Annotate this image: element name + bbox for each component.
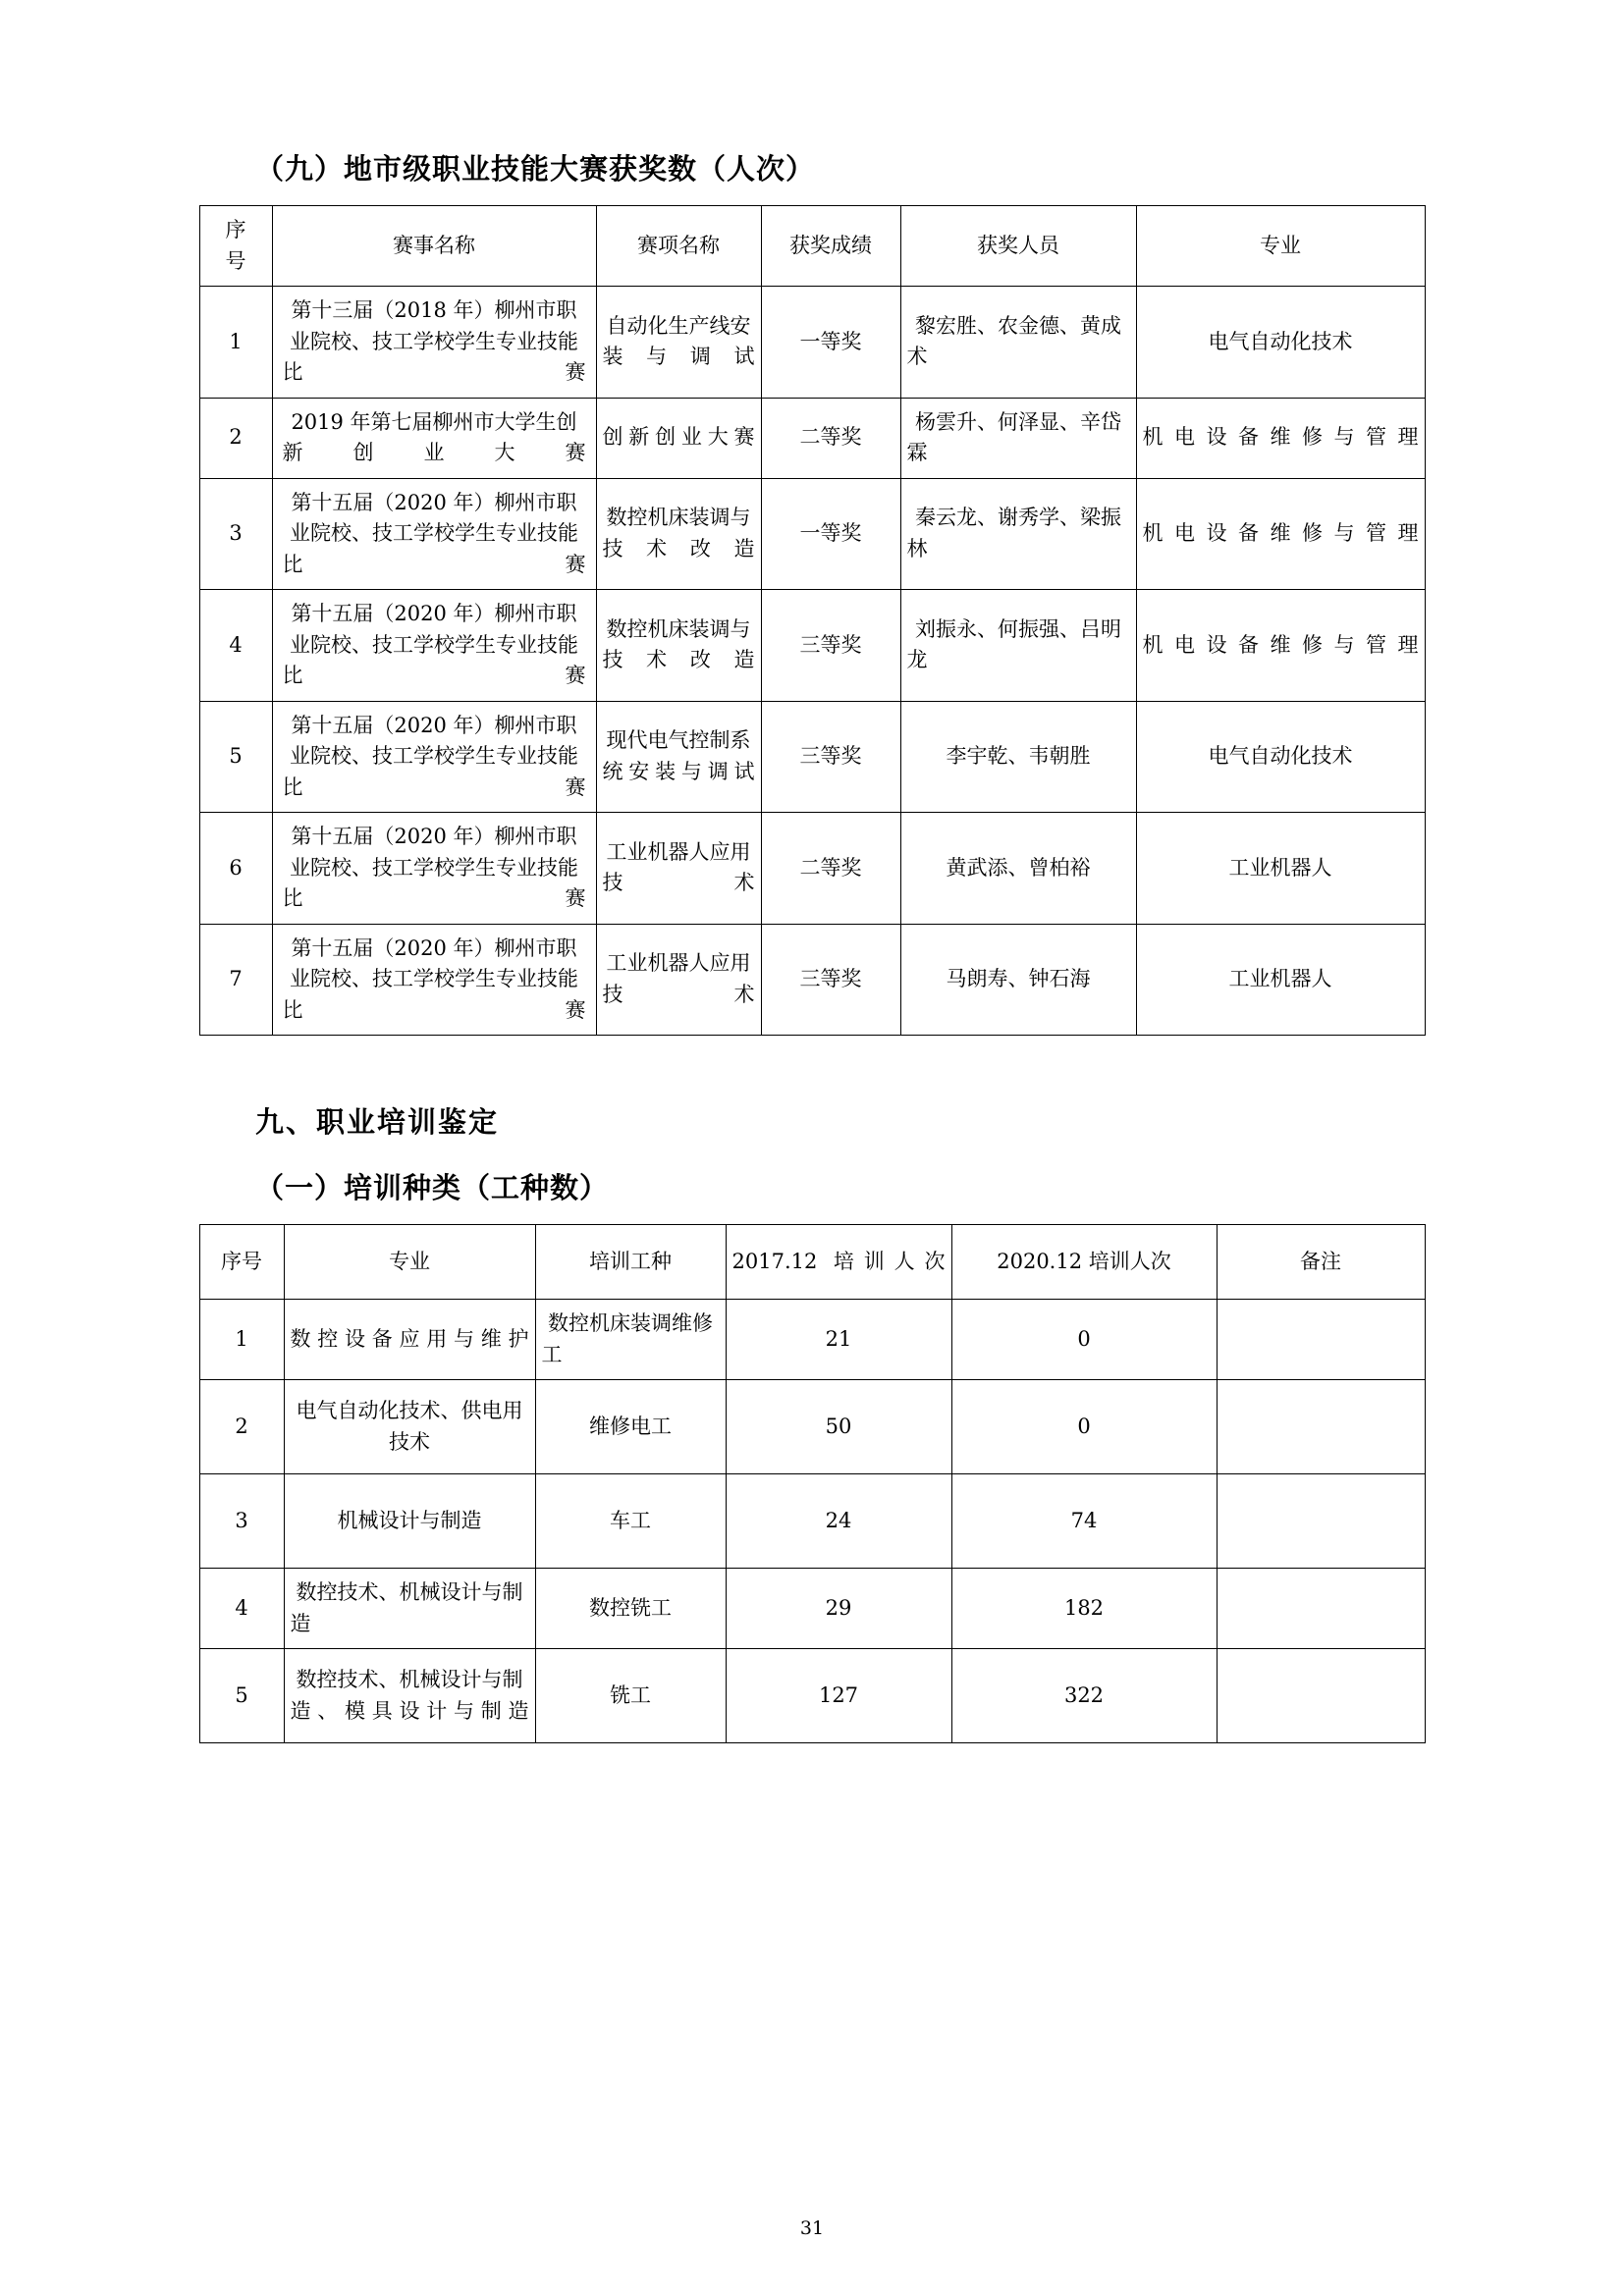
training-section-heading: 九、职业培训鉴定 (255, 1105, 500, 1139)
cell-no: 3 (199, 478, 272, 590)
cell-event: 第十五届（2020 年）柳州市职业院校、技工学校学生专业技能比赛 (272, 813, 596, 925)
cell-major: 机电设备维修与管理 (1136, 478, 1425, 590)
cell-no: 1 (199, 287, 272, 399)
cell-count-2020: 74 (951, 1474, 1217, 1569)
table-row (199, 478, 1425, 590)
cell-no: 5 (199, 701, 272, 813)
cell-remark (1217, 1474, 1425, 1569)
column-header-remark: 备注 (1217, 1225, 1425, 1300)
table-row (199, 1649, 1425, 1743)
table-row (199, 1380, 1425, 1474)
cell-trade: 车工 (535, 1474, 726, 1569)
table-row (199, 924, 1425, 1036)
cell-trade: 数控机床装调维修工 (535, 1300, 726, 1380)
table-row (199, 813, 1425, 925)
cell-count-2017: 50 (726, 1380, 951, 1474)
awards-table (199, 205, 1426, 1036)
column-header-major: 专业 (1136, 206, 1425, 287)
cell-trade: 维修电工 (535, 1380, 726, 1474)
cell-item: 自动化生产线安装与调试 (596, 287, 761, 399)
cell-result: 三等奖 (761, 701, 900, 813)
cell-result: 一等奖 (761, 287, 900, 399)
cell-count-2020: 0 (951, 1300, 1217, 1380)
cell-count-2017: 29 (726, 1569, 951, 1649)
cell-no: 2 (199, 398, 272, 478)
cell-item: 数控机床装调与技术改造 (596, 590, 761, 702)
column-header-trade: 培训工种 (535, 1225, 726, 1300)
table-row (199, 1300, 1425, 1380)
cell-major: 工业机器人 (1136, 813, 1425, 925)
column-header-count-2017: 2017.12 培训人次 (726, 1225, 951, 1300)
cell-people: 刘振永、何振强、吕明龙 (900, 590, 1136, 702)
cell-remark (1217, 1569, 1425, 1649)
cell-item: 数控机床装调与技术改造 (596, 478, 761, 590)
cell-no: 6 (199, 813, 272, 925)
cell-no: 7 (199, 924, 272, 1036)
cell-event: 第十五届（2020 年）柳州市职业院校、技工学校学生专业技能比赛 (272, 701, 596, 813)
cell-major: 机电设备维修与管理 (1136, 398, 1425, 478)
cell-event: 第十五届（2020 年）柳州市职业院校、技工学校学生专业技能比赛 (272, 924, 596, 1036)
cell-no: 4 (199, 1569, 284, 1649)
cell-item: 工业机器人应用技术 (596, 813, 761, 925)
cell-no: 4 (199, 590, 272, 702)
cell-major: 电气自动化技术 (1136, 287, 1425, 399)
column-header-count-2020: 2020.12 培训人次 (951, 1225, 1217, 1300)
page-number: 31 (799, 2217, 825, 2239)
cell-major: 数控技术、机械设计与制造 (284, 1569, 535, 1649)
cell-people: 秦云龙、谢秀学、梁振林 (900, 478, 1136, 590)
table-row (199, 398, 1425, 478)
cell-item: 现代电气控制系统安装与调试 (596, 701, 761, 813)
cell-people: 李宇乾、韦朝胜 (900, 701, 1136, 813)
cell-major: 电气自动化技术、供电用技术 (284, 1380, 535, 1474)
cell-trade: 铣工 (535, 1649, 726, 1743)
column-header-major: 专业 (284, 1225, 535, 1300)
cell-remark (1217, 1300, 1425, 1380)
cell-people: 马朗寿、钟石海 (900, 924, 1136, 1036)
table-header-row (199, 1225, 1425, 1300)
cell-result: 二等奖 (761, 813, 900, 925)
column-header-no: 序 号 (199, 206, 272, 287)
cell-trade: 数控铣工 (535, 1569, 726, 1649)
cell-event: 第十五届（2020 年）柳州市职业院校、技工学校学生专业技能比赛 (272, 590, 596, 702)
cell-major: 电气自动化技术 (1136, 701, 1425, 813)
column-header-item: 赛项名称 (596, 206, 761, 287)
table-row (199, 590, 1425, 702)
training-subsection-heading: （一）培训种类（工种数） (255, 1171, 610, 1204)
cell-count-2017: 127 (726, 1649, 951, 1743)
cell-event: 第十五届（2020 年）柳州市职业院校、技工学校学生专业技能比赛 (272, 478, 596, 590)
cell-result: 一等奖 (761, 478, 900, 590)
cell-count-2017: 21 (726, 1300, 951, 1380)
training-table (199, 1224, 1426, 1743)
cell-major: 数控技术、机械设计与制造、模具设计与制造 (284, 1649, 535, 1743)
cell-major: 机电设备维修与管理 (1136, 590, 1425, 702)
column-header-event: 赛事名称 (272, 206, 596, 287)
table-header-row (199, 206, 1425, 287)
cell-item: 工业机器人应用技术 (596, 924, 761, 1036)
cell-people: 黄武添、曾柏裕 (900, 813, 1136, 925)
cell-major: 数控设备应用与维护 (284, 1300, 535, 1380)
cell-event: 第十三届（2018 年）柳州市职业院校、技工学校学生专业技能比赛 (272, 287, 596, 399)
awards-section-heading: （九）地市级职业技能大赛获奖数（人次） (255, 152, 816, 186)
cell-count-2017: 24 (726, 1474, 951, 1569)
column-header-result: 获奖成绩 (761, 206, 900, 287)
cell-no: 5 (199, 1649, 284, 1743)
column-header-people: 获奖人员 (900, 206, 1136, 287)
cell-remark (1217, 1649, 1425, 1743)
cell-count-2020: 322 (951, 1649, 1217, 1743)
table-row (199, 1474, 1425, 1569)
cell-no: 1 (199, 1300, 284, 1380)
table-row (199, 1569, 1425, 1649)
cell-people: 黎宏胜、农金德、黄成术 (900, 287, 1136, 399)
cell-result: 三等奖 (761, 924, 900, 1036)
section-spacer (196, 1036, 1428, 1100)
table-row (199, 701, 1425, 813)
cell-major: 机械设计与制造 (284, 1474, 535, 1569)
cell-major: 工业机器人 (1136, 924, 1425, 1036)
column-header-no: 序号 (199, 1225, 284, 1300)
cell-no: 3 (199, 1474, 284, 1569)
cell-no: 2 (199, 1380, 284, 1474)
cell-remark (1217, 1380, 1425, 1474)
cell-result: 二等奖 (761, 398, 900, 478)
cell-people: 杨雲升、何泽显、辛岱霖 (900, 398, 1136, 478)
cell-item: 创新创业大赛 (596, 398, 761, 478)
cell-event: 2019 年第七届柳州市大学生创新创业大赛 (272, 398, 596, 478)
cell-result: 三等奖 (761, 590, 900, 702)
cell-count-2020: 182 (951, 1569, 1217, 1649)
cell-count-2020: 0 (951, 1380, 1217, 1474)
table-row (199, 287, 1425, 399)
